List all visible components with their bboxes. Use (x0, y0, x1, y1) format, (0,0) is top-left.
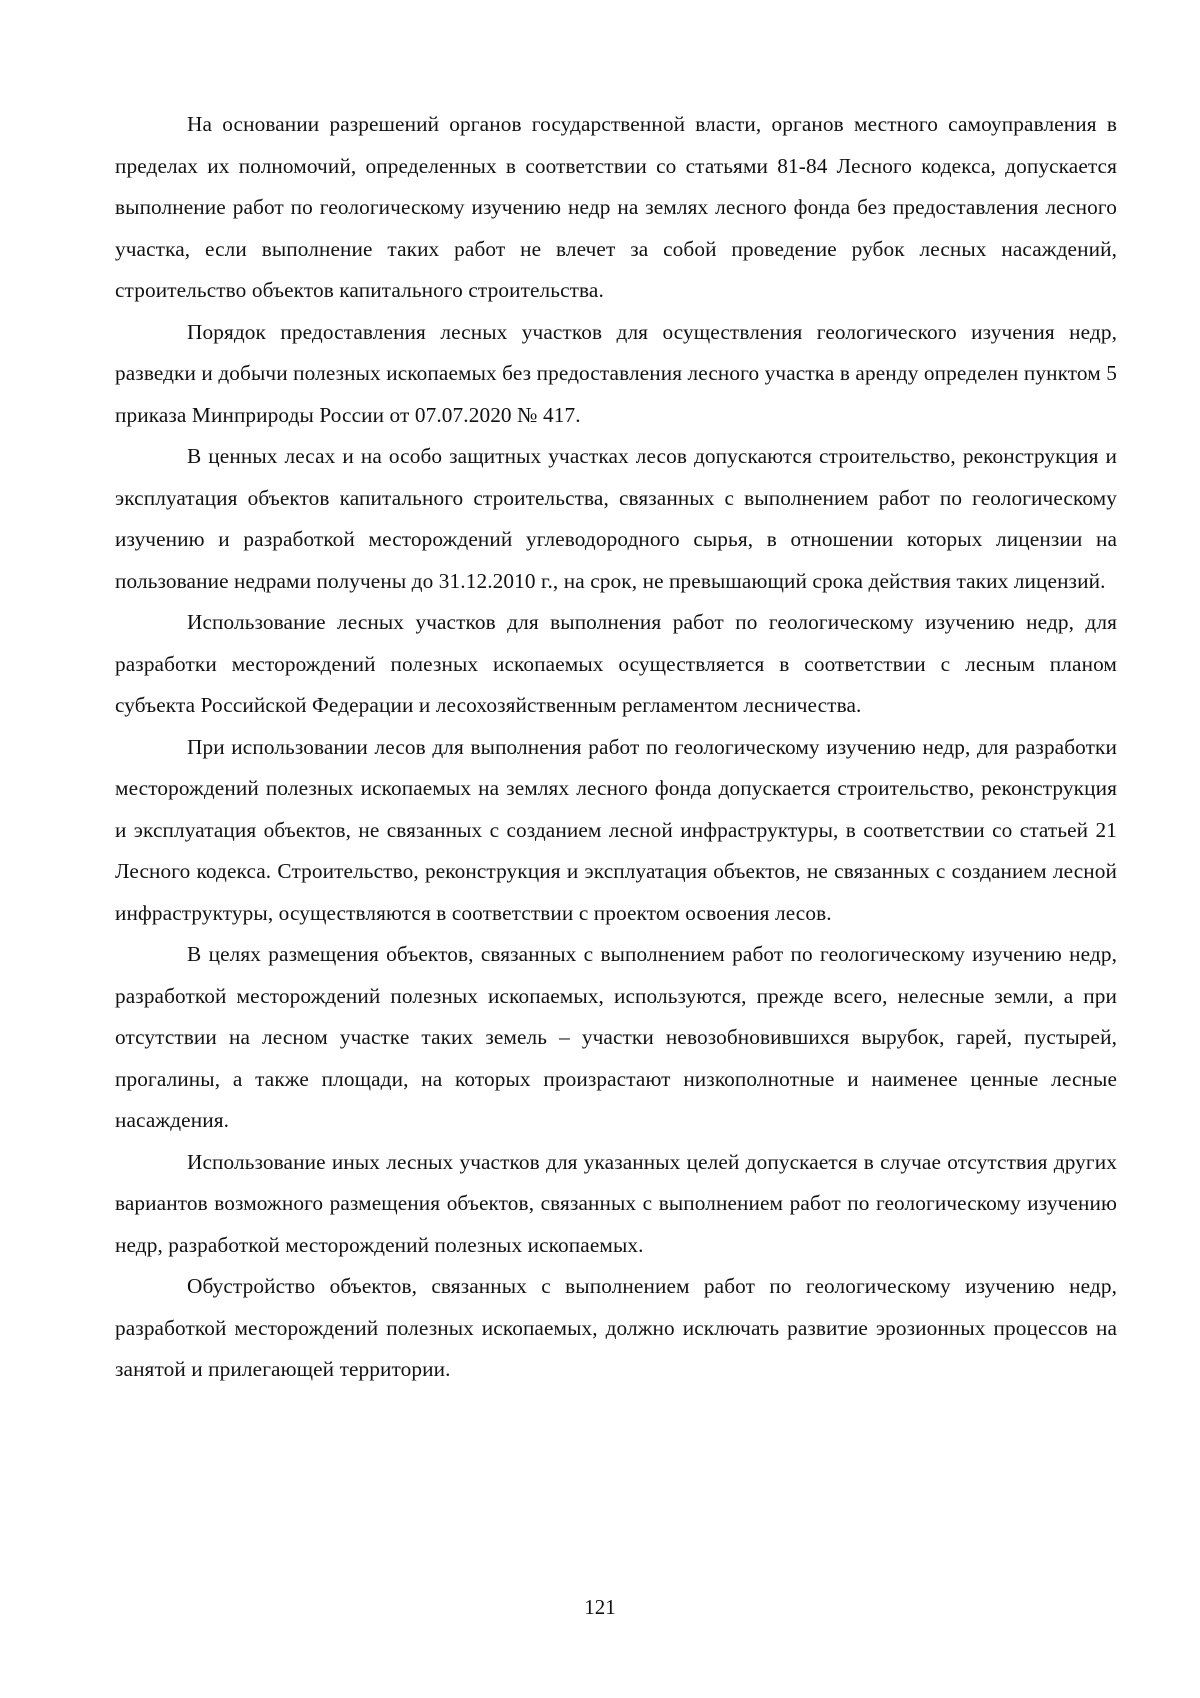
paragraph-8: Обустройство объектов, связанных с выполнением работ по геологическому изучению недр, разработкой месторождений полезных ископаемых, должно исключать развитие эрозионных процессов на занятой и прилегающей территории. (115, 1274, 1117, 1381)
paragraph-6: В целях размещения объектов, связанных с выполнением работ по геологическому изучению недр, разработкой месторождений полезных ископаемых, используются, прежде всего, нелесные земли, а при отсутствии на лесном участке таких земель – участки невозобновившихся вырубок, гарей, пустырей, прогалины, а также площади, на которых произрастают низкополнотные и наименее ценные лесные насаждения. (115, 942, 1117, 1132)
paragraph-1: На основании разрешений органов государственной власти, органов местного самоуправления в пределах их полномочий, определенных в соответствии со статьями 81-84 Лесного кодекса, допускается выполнение работ по геологическому изучению недр на землях лесного фонда без предоставления лесного участка, если выполнение таких работ не влечет за собой проведение рубок лесных насаждений, строительство объектов капитального строительства. (115, 112, 1117, 302)
paragraph-3: В ценных лесах и на особо защитных участках лесов допускаются строительство, реконструкция и эксплуатация объектов капитального строительства, связанных с выполнением работ по геологическому изучению и разработкой месторождений углеводородного сырья, в отношении которых лицензии на пользование недрами получены до 31.12.2010 г., на срок, не превышающий срока действия таких лицензий. (115, 444, 1117, 593)
page-number: 121 (584, 1595, 616, 1619)
document-body (115, 104, 1117, 1391)
paragraph-4: Использование лесных участков для выполнения работ по геологическому изучению недр, для разработки месторождений полезных ископаемых осуществляется в соответствии с лесным планом субъекта Российской Федерации и лесохозяйственным регламентом лесничества. (115, 610, 1117, 717)
paragraph-7: Использование иных лесных участков для указанных целей допускается в случае отсутствия других вариантов возможного размещения объектов, связанных с выполнением работ по геологическому изучению недр, разработкой месторождений полезных ископаемых. (115, 1149, 1117, 1257)
paragraph-2: Порядок предоставления лесных участков для осуществления геологического изучения недр, разведки и добычи полезных ископаемых без предоставления лесного участка в аренду определен пунктом 5 приказа Минприроды России от 07.07.2020 № 417. (115, 319, 1117, 427)
paragraph-5: При использовании лесов для выполнения работ по геологическому изучению недр, для разработки месторождений полезных ископаемых на землях лесного фонда допускается строительство, реконструкция и эксплуатация объектов, не связанных с созданием лесной инфраструктуры, в соответствии со статьей 21 Лесного кодекса. Строительство, реконструкция и эксплуатация объектов, не связанных с созданием лесной инфраструктуры, осуществляются в соответствии с проектом освоения лесов. (115, 734, 1117, 925)
